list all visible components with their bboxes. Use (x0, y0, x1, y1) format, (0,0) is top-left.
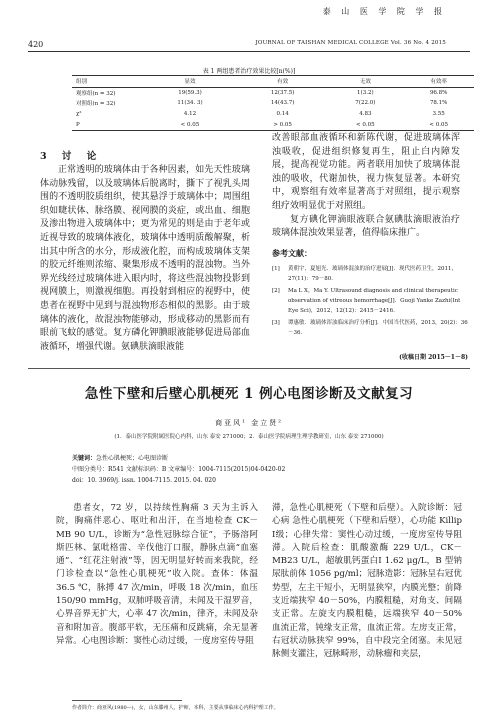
table-cell: 4.12 (183, 111, 197, 118)
reference-text: Ma L X，Ma Y. Ultrasound diagnosis and clinical therapeutic observation of vitreous hemorrhage[J]．Guoji Yanke Zazhi(Int Eye Sci)，2012，12(12)：2415－2416. (288, 288, 461, 314)
table-header-cell: 组别 (76, 79, 88, 86)
table-cell: < 0.05 (429, 121, 448, 128)
table-cell: P (76, 121, 80, 128)
table-title: 表 1 两组患者治疗效果比较[n(%)] (202, 68, 296, 75)
table-header-cell: 有效率 (430, 79, 447, 86)
table-header-cell: 无效 (359, 79, 371, 86)
table-header-cell: 显效 (184, 79, 196, 86)
discussion-right-column (272, 132, 460, 241)
reference-number: [3] (272, 320, 280, 326)
keywords-line (72, 453, 168, 462)
keywords-label: 关键词： (72, 455, 97, 462)
table-cell: 0.14 (276, 111, 289, 118)
table-cell: 1(3.2) (357, 89, 374, 96)
table-cell: 3.55 (432, 111, 445, 118)
table-cell: > 0.05 (273, 121, 292, 128)
body-paragraph: 改善眼部血液循环和新陈代谢，促进玻璃体浑浊吸收，促进组织修复再生，阻止白内障发展，提高视觉功能。两者联用加快了玻璃体混浊的吸收，代谢加快，视力恢复显著。本研究中，观察组有效率显著高于对照组，提示观察组疗效明显优于对照组。 (272, 133, 460, 211)
journal-title-en: JOURNAL OF TAISHAN MEDICAL COLLEGE Vol. 36 No. 4 2015 (255, 40, 446, 46)
reference-number: [2] (272, 288, 280, 294)
reference-number: [1] (272, 266, 280, 272)
article-affiliation: (1．泰山医学院附属医院心内科，山东 泰安 271000；2．泰山医学院病理生理学教研室，山东 泰安 271000) (114, 434, 384, 440)
table-cell: 观察组(n = 32) (76, 90, 116, 97)
doi-line: doi：10. 3969/j. issn. 1004-7115. 2015. 04. 020 (72, 477, 216, 484)
journal-title-cn: 泰 山 医 学 院 学 报 (322, 7, 446, 16)
discussion-left-column (40, 164, 250, 354)
article-authors: 商亚风¹ 金立贤² (215, 419, 283, 427)
body-paragraph: 患者女，72 岁，以持续性胸痛 3 天为主诉入院，胸痛伴恶心、呕吐和出汗，在当地检查 CK－MB 90 U/L，诊断为“急性冠脉综合征”，予肠溶阿斯匹林、氯吡格雷、辛伐他汀口服，静脉点滴“血塞通”、“红花注射液”等，因无明显好转而来我院，经门诊检查以“急性心肌梗死”收入院。查体：体温 36.5 ℃，脉搏 47 次/min，呼吸 18 次/min，血压 150/90 mmHg，双肺呼吸音清，未闻及干湿罗音，心界音界无扩大，心率 47 次/min，律齐，未闻及杂音和附加音。腹部平软，无压痛和反跳痛，余无显著异常。心电图诊断：窦性心动过缓，一度房室传导阻 (56, 503, 258, 646)
reference-item (272, 286, 472, 316)
footnote-rule (72, 700, 182, 701)
table-cell: 19(59.3) (178, 89, 202, 96)
table-row (72, 109, 474, 120)
body-paragraph: 滞，急性心肌梗死（下壁和后壁）。入院诊断：冠心病 急性心肌梗死（下壁和后壁），心功能 Killip Ⅰ级；心律失常：窦性心动过缓，一度房室传导阻滞。入院后检查：肌酸激酶 229 U/L，CK－MB23 U/L，超敏肌钙蛋白Ⅰ 1.62 μg/L，B 型钠尿肽前体 1056 pg/ml；冠脉造影：冠脉呈右冠优势型，左主干短小，无明显狭窄，内膜光整；前降支近端狭窄 40－50%，内膜粗糙，对角支、间隔支正常。左旋支内膜粗糙，远端狭窄 40－50% 血流正常，钝缘支正常，血流正常。左房支正常，右冠状动脉狭窄 99%，自中段完全闭塞。未见冠脉侧支灌注，冠脉畸形，动脉瘤和夹层， (272, 503, 462, 660)
table-cell: 96.8% (429, 89, 448, 96)
body-paragraph: 复方碘化钾滴眼液联合氨碘肽滴眼液治疗玻璃体混浊效果显著，值得临床推广。 (272, 214, 460, 239)
table-header-cell: 有效 (277, 79, 289, 86)
author-footnote: 作者简介：商亚风(1980—)，女，山东滕州人，护师，本科，主要从事临床心内科护理工作。 (72, 705, 279, 711)
table-cell: 4.83 (359, 111, 372, 118)
article-title: 急性下壁和后壁心肌梗死 1 例心电图诊断及文献复习 (84, 386, 414, 402)
table-cell: 78.1% (429, 100, 448, 107)
table-header-row (72, 76, 474, 88)
classification-line: 中图分类号：R541 文献标识码：B 文章编号：1004-7115(2015)04-0420-02 (72, 466, 286, 473)
table-cell: χ² (76, 111, 82, 118)
keywords-value: 急性心肌梗死；心电图诊断 (96, 455, 169, 462)
table-cell: < 0.05 (356, 121, 375, 128)
table-cell: 11(34. 3) (177, 100, 203, 107)
header-rule (28, 51, 470, 52)
reference-item (272, 264, 472, 284)
results-table (72, 75, 474, 131)
references-heading: 参考文献： (272, 248, 312, 258)
table-cell: 14(43.7) (270, 100, 295, 107)
table-cell: 对照组(n = 32) (76, 101, 116, 108)
reference-text: 黄朝宇，夏旭光．玻璃体混浊的治疗进展[J]．现代医药卫生，2011，27(11)：79－80. (288, 266, 457, 282)
table-row (72, 119, 474, 130)
case-report-left-column (56, 502, 258, 648)
table-cell: 7(22.0) (355, 100, 376, 107)
table-row (72, 98, 474, 109)
reference-item (272, 318, 472, 338)
table-cell: 12(37.5) (270, 89, 295, 96)
table-row (72, 87, 474, 98)
table-cell: < 0.05 (180, 121, 200, 128)
case-report-right-column (272, 502, 462, 662)
reference-text: 谭惠敏．玻璃体浑浊临床治疗分析[J]．中国当代医药，2013，20(2)：36－36. (288, 320, 468, 336)
page-number: 420 (28, 40, 44, 49)
received-date: (收稿日期 2015－1－8) (399, 354, 468, 361)
section-heading: 3 讨 论 (40, 151, 103, 162)
title-rule (28, 368, 470, 369)
body-paragraph: 正常透明的玻璃体由于各种因素，如先天性玻璃体动脉残留，以及玻璃体后脱离时，撕下了视乳头周围的不透明胶质组织，使其悬浮于玻璃体中；周围组织如睫状体、脉络膜、视网膜的炎症，或出血、细胞及渗出物进入玻璃体中；更为常见的则是由于老年或近视导致的玻璃体液化，玻璃体中透明质酸解聚，析出其中所含的水分，形成液化腔，而构成玻璃体支架的胶元纤维则浓缩、聚集形成不透明的混浊物。当外界光线经过玻璃体进入眼内时，将这些混浊物投影到视网膜上，则激视细胞。再投射到相应的视野中，使患者在视野中见到与混浊物形态相似的黑影。由于玻璃体的液化，故混浊物能够动，形成移动的黑影而有眼前飞蚊的感觉。复方磷化钾腆眼液能够促进局部血液循环，增强代谢。氨碘肤滴眼液能 (40, 165, 250, 352)
